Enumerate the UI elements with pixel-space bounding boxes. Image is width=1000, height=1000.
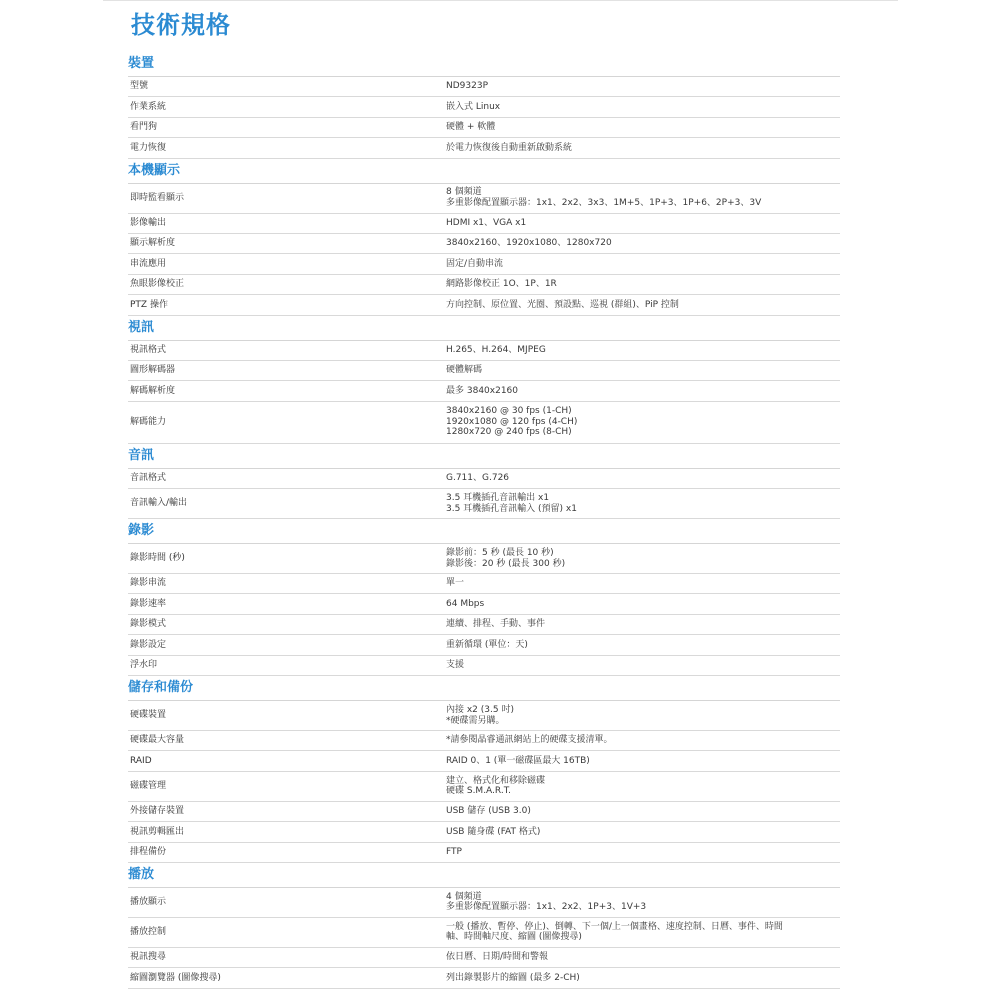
spec-row bbox=[128, 888, 840, 918]
spec-value bbox=[446, 806, 840, 817]
spec-row bbox=[128, 77, 840, 97]
spec-label: 解碼解析度 bbox=[130, 385, 176, 396]
spec-value-line: ND9323P bbox=[446, 81, 488, 92]
spec-value bbox=[446, 827, 840, 838]
spec-row bbox=[128, 574, 840, 594]
spec-value-line: 錄影前：5 秒 (最長 10 秒) bbox=[446, 547, 554, 558]
spec-value bbox=[446, 640, 840, 651]
spec-value-line: 3.5 耳機插孔音訊輸出 x1 bbox=[446, 492, 550, 503]
top-divider bbox=[103, 0, 898, 1]
spec-value-line: 重新循環 (單位：天) bbox=[446, 639, 528, 650]
spec-value bbox=[446, 473, 840, 484]
spec-label: 硬碟裝置 bbox=[130, 710, 167, 721]
spec-value bbox=[446, 279, 840, 290]
spec-label: 解碼能力 bbox=[130, 416, 167, 427]
spec-value-line: 64 Mbps bbox=[446, 598, 485, 609]
spec-value-line: 3840x2160、1920x1080、1280x720 bbox=[446, 238, 612, 249]
spec-value-line: 錄影後：20 秒 (最長 300 秒) bbox=[446, 558, 566, 569]
spec-row bbox=[128, 594, 840, 614]
spec-value bbox=[446, 599, 840, 610]
spec-label: 排程備份 bbox=[130, 846, 167, 857]
spec-value-line: USB 隨身碟 (FAT 格式) bbox=[446, 826, 541, 837]
spec-label: 視訊格式 bbox=[130, 344, 167, 355]
spec-value-line: 單一 bbox=[446, 578, 465, 589]
spec-value bbox=[446, 238, 840, 249]
spec-label: 即時監看顯示 bbox=[130, 192, 185, 203]
spec-value bbox=[446, 973, 840, 984]
spec-value bbox=[446, 187, 840, 208]
spec-value-line: 內接 x2 (3.5 吋) bbox=[446, 704, 514, 715]
spec-row bbox=[128, 731, 840, 751]
spec-value bbox=[446, 952, 840, 963]
spec-value-line: 硬體解碼 bbox=[446, 365, 483, 376]
section-title: 本機顯示 bbox=[128, 159, 840, 184]
spec-label: 魚眼影像校正 bbox=[130, 279, 185, 290]
spec-value-line: G.711、G.726 bbox=[446, 473, 510, 484]
spec-value-line: 嵌入式 Linux bbox=[446, 101, 501, 112]
spec-label: 外接儲存裝置 bbox=[130, 806, 185, 817]
spec-value-line: 依日曆、日期/時間和警報 bbox=[446, 952, 549, 963]
spec-value-line: 4 個頻道 bbox=[446, 891, 482, 902]
spec-value bbox=[446, 300, 840, 311]
section-title: 錄影 bbox=[128, 519, 840, 544]
spec-row bbox=[128, 402, 840, 444]
spec-row bbox=[128, 275, 840, 295]
spec-label: 浮水印 bbox=[130, 660, 158, 671]
spec-value bbox=[446, 386, 840, 397]
spec-value bbox=[446, 756, 840, 767]
spec-value-line: 連續、排程、手動、事件 bbox=[446, 619, 546, 630]
spec-value bbox=[446, 259, 840, 270]
spec-label: 錄影模式 bbox=[130, 619, 167, 630]
spec-value-line: USB 儲存 (USB 3.0) bbox=[446, 806, 531, 817]
spec-value-line: 最多 3840x2160 bbox=[446, 385, 518, 396]
spec-value-line: FTP bbox=[446, 846, 462, 857]
spec-value bbox=[446, 81, 840, 92]
spec-value bbox=[446, 548, 840, 569]
spec-label: 音訊格式 bbox=[130, 473, 167, 484]
spec-label: 播放顯示 bbox=[130, 897, 167, 908]
spec-value bbox=[446, 892, 840, 913]
spec-row bbox=[128, 656, 840, 676]
spec-value-line: RAID 0、1 (單一磁碟區最大 16TB) bbox=[446, 755, 590, 766]
spec-row bbox=[128, 948, 840, 968]
spec-label: PTZ 操作 bbox=[130, 299, 168, 310]
spec-value-line: 支援 bbox=[446, 660, 465, 671]
spec-value-line: 一般 (播放、暫停、停止)、倒轉、下一個/上一個畫格、速度控制、日曆、事件、時間 bbox=[446, 921, 783, 932]
spec-value bbox=[446, 735, 840, 746]
spec-value bbox=[446, 922, 840, 943]
spec-row bbox=[128, 489, 840, 519]
spec-value-line: 1920x1080 @ 120 fps (4-CH) bbox=[446, 416, 578, 427]
spec-value-line: 建立、格式化和移除磁碟 bbox=[446, 775, 546, 786]
spec-value bbox=[446, 578, 840, 589]
spec-value bbox=[446, 619, 840, 630]
spec-value bbox=[446, 345, 840, 356]
spec-value bbox=[446, 122, 840, 133]
spec-value-line: 硬碟 S.M.A.R.T. bbox=[446, 786, 512, 797]
spec-row bbox=[128, 97, 840, 117]
spec-row bbox=[128, 361, 840, 381]
section-title: 儲存和備份 bbox=[128, 676, 840, 701]
spec-label: 影像輸出 bbox=[130, 217, 167, 228]
spec-label: 圖形解碼器 bbox=[130, 365, 176, 376]
section-title: 裝置 bbox=[128, 52, 840, 77]
spec-row bbox=[128, 544, 840, 574]
spec-label: 視訊搜尋 bbox=[130, 952, 167, 963]
spec-value-line: 網路影像校正 1O、1P、1R bbox=[446, 279, 557, 290]
spec-value bbox=[446, 365, 840, 376]
section-title: 視訊 bbox=[128, 316, 840, 341]
spec-value bbox=[446, 102, 840, 113]
spec-row bbox=[128, 234, 840, 254]
spec-label: 顯示解析度 bbox=[130, 238, 176, 249]
spec-row bbox=[128, 802, 840, 822]
spec-label: 播放控制 bbox=[130, 927, 167, 938]
spec-label: 作業系統 bbox=[130, 101, 167, 112]
section-title: 播放 bbox=[128, 863, 840, 888]
spec-row bbox=[128, 772, 840, 802]
spec-value bbox=[446, 705, 840, 726]
spec-row bbox=[128, 341, 840, 361]
spec-value-line: H.265、H.264、MJPEG bbox=[446, 344, 546, 355]
spec-row bbox=[128, 469, 840, 489]
spec-label: 電力恢復 bbox=[130, 142, 167, 153]
spec-label: RAID bbox=[130, 755, 152, 766]
spec-value bbox=[446, 660, 840, 671]
spec-row bbox=[128, 968, 840, 988]
spec-value bbox=[446, 776, 840, 797]
spec-value bbox=[446, 493, 840, 514]
spec-label: 視訊剪輯匯出 bbox=[130, 826, 185, 837]
spec-row bbox=[128, 701, 840, 731]
spec-value-line: 於電力恢復後自動重新啟動系統 bbox=[446, 142, 573, 153]
spec-value-line: 列出錄製影片的縮圖 (最多 2-CH) bbox=[446, 972, 580, 983]
spec-value-line: 1280x720 @ 240 fps (8-CH) bbox=[446, 427, 572, 438]
spec-row bbox=[128, 843, 840, 863]
spec-row bbox=[128, 615, 840, 635]
spec-label: 音訊輸入/輸出 bbox=[130, 498, 188, 509]
spec-value bbox=[446, 143, 840, 154]
spec-label: 型號 bbox=[130, 81, 149, 92]
spec-label: 錄影設定 bbox=[130, 639, 167, 650]
spec-row bbox=[128, 138, 840, 158]
spec-row bbox=[128, 751, 840, 771]
spec-label: 串流應用 bbox=[130, 258, 167, 269]
spec-label: 硬碟最大容量 bbox=[130, 735, 185, 746]
spec-value-line: 3840x2160 @ 30 fps (1-CH) bbox=[446, 406, 572, 417]
spec-value-line: 軸、時間軸尺度、縮圖 (圖像搜尋) bbox=[446, 932, 582, 943]
spec-row bbox=[128, 635, 840, 655]
spec-row bbox=[128, 822, 840, 842]
spec-row bbox=[128, 118, 840, 138]
spec-value-line: 3.5 耳機插孔音訊輸入 (預留) x1 bbox=[446, 503, 577, 514]
section-title: 音訊 bbox=[128, 444, 840, 469]
spec-value bbox=[446, 847, 840, 858]
spec-value bbox=[446, 406, 840, 438]
spec-label: 磁碟管理 bbox=[130, 781, 167, 792]
spec-value-line: 硬體 + 軟體 bbox=[446, 122, 496, 133]
spec-value-line: HDMI x1、VGA x1 bbox=[446, 217, 527, 228]
spec-row bbox=[128, 295, 840, 315]
spec-value bbox=[446, 218, 840, 229]
spec-label: 看門狗 bbox=[130, 122, 158, 133]
spec-value-line: 固定/自動串流 bbox=[446, 258, 504, 269]
spec-row bbox=[128, 918, 840, 948]
spec-label: 錄影時間 (秒) bbox=[130, 553, 185, 564]
page-title: 技術規格 bbox=[131, 11, 231, 39]
spec-value-line: 方向控制、原位置、光圈、預設點、巡視 (群組)、PiP 控制 bbox=[446, 299, 679, 310]
spec-label: 錄影速率 bbox=[130, 598, 167, 609]
spec-label: 縮圖瀏覽器 (圖像搜尋) bbox=[130, 972, 221, 983]
spec-table bbox=[128, 52, 840, 989]
spec-row bbox=[128, 184, 840, 214]
spec-row bbox=[128, 214, 840, 234]
spec-value-line: 8 個頻道 bbox=[446, 187, 482, 198]
spec-row bbox=[128, 381, 840, 401]
spec-value-line: 多重影像配置顯示器：1x1、2x2、1P+3、1V+3 bbox=[446, 902, 647, 913]
spec-value-line: 多重影像配置顯示器：1x1、2x2、3x3、1M+5、1P+3、1P+6、2P+3、3V bbox=[446, 198, 762, 209]
spec-value-line: *請參閱晶睿通訊網站上的硬碟支援清單。 bbox=[446, 735, 613, 746]
spec-value-line: *硬碟需另購。 bbox=[446, 715, 505, 726]
spec-label: 錄影串流 bbox=[130, 578, 167, 589]
spec-row bbox=[128, 254, 840, 274]
